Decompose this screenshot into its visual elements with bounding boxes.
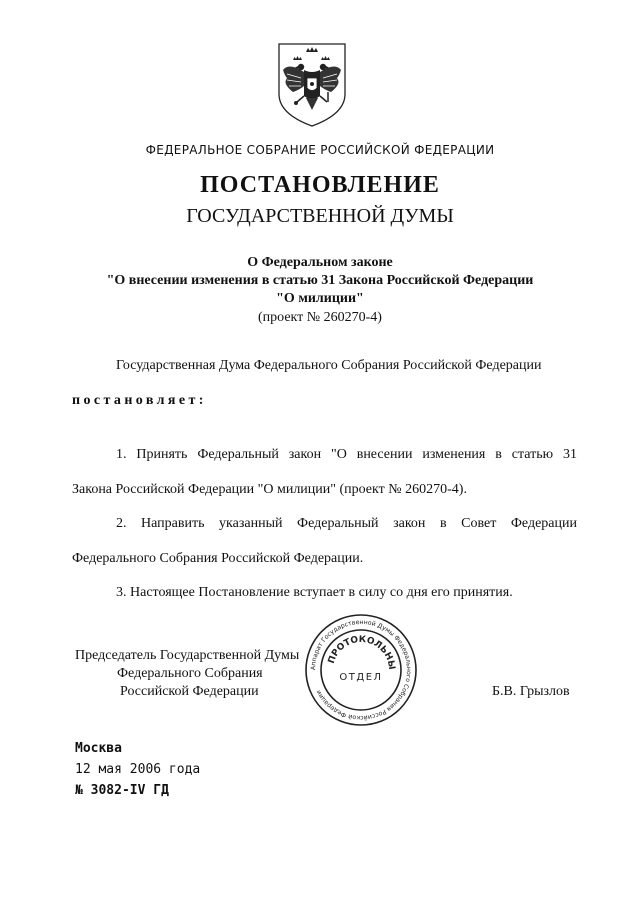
intro-paragraph: Государственная Дума Федерального Собрания Российской Федерации [116, 358, 542, 373]
stamp-center-text: ОТДЕЛ [339, 672, 383, 683]
chairman-title-line-2: Федерального Собрания [117, 666, 263, 681]
item-1-line-2: Закона Российской Федерации "О милиции" (проект № 260270-4). [72, 482, 467, 497]
item-2-line-2: Федерального Собрания Российской Федерации. [72, 551, 364, 566]
document-date: 12 мая 2006 года [75, 762, 201, 777]
stamp-top-text: ПРОТОКОЛЬНЫ [326, 634, 397, 671]
parliament-name: ФЕДЕРАЛЬНОЕ СОБРАНИЕ РОССИЙСКОЙ ФЕДЕРАЦИИ [145, 143, 495, 157]
stamp-outer-text: Аппарат Государственной Думы Федерального Собрания Российской Федерации [309, 618, 413, 722]
document-subtitle: ГОСУДАРСТВЕННОЙ ДУМЫ [186, 205, 454, 227]
bill-number: (проект № 260270-4) [258, 310, 382, 325]
subject-line-2: "О внесении изменения в статью 31 Закона Российской Федерации [106, 273, 534, 288]
document-title: ПОСТАНОВЛЕНИЕ [200, 172, 440, 198]
subject-line-1: О Федеральном законе [247, 255, 393, 270]
signer-name: Б.В. Грызлов [492, 684, 570, 699]
chairman-title-line-3: Российской Федерации [120, 684, 259, 699]
official-stamp [303, 612, 419, 733]
coat-of-arms-emblem [273, 40, 351, 133]
subject-line-3: "О милиции" [276, 291, 364, 306]
item-1-line-1: 1. Принять Федеральный закон "О внесении изменения в статью 31 [116, 447, 577, 462]
city: Москва [75, 741, 122, 756]
decree-word: постановляет: [72, 393, 207, 408]
item-2-line-1: 2. Направить указанный Федеральный закон в Совет Федерации [116, 516, 577, 531]
document-number: № 3082-IV ГД [75, 783, 169, 798]
item-3: 3. Настоящее Постановление вступает в силу со дня его принятия. [116, 585, 513, 600]
chairman-title-line-1: Председатель Государственной Думы [75, 648, 300, 663]
